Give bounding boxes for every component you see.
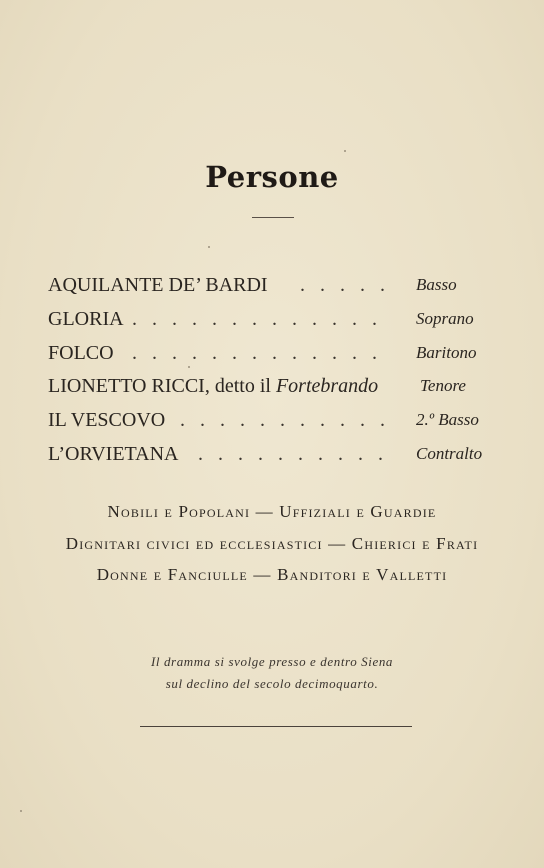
cast-row [48, 409, 498, 435]
leader-dots: . . . . . . . . . . [198, 443, 388, 465]
character-name: FOLCO [48, 342, 114, 364]
character-name: AQUILANTE DE’ BARDI [48, 274, 268, 296]
voice-type: Basso [416, 275, 457, 294]
chorus-line: Dignitari civici ed ecclesiastici — Chierici e Frati [65, 534, 479, 553]
paper-speck [208, 246, 210, 248]
voice-type: Contralto [416, 444, 483, 463]
setting-note: sul declino del secolo decimoquarto. [165, 676, 379, 691]
setting-note: Il dramma si svolge presso e dentro Siena [150, 654, 394, 669]
cast-row [48, 274, 498, 300]
cast-row [48, 443, 498, 469]
voice-type: Soprano [416, 309, 474, 328]
character-name: L’ORVIETANA [48, 443, 179, 465]
voice-type: 2.º Basso [416, 410, 479, 429]
voice-type: Baritono [416, 343, 477, 362]
leader-dots: . . . . . . . . . . . . . [132, 342, 382, 364]
cast-row [48, 375, 498, 401]
leader-dots: . . . . . . . . . . . . . [132, 308, 382, 330]
page-title: Persone [205, 160, 339, 194]
character-name-text: LIONETTO RICCI, detto il [48, 375, 271, 397]
title-divider [252, 217, 294, 218]
character-name: IL VESCOVO [48, 409, 166, 431]
character-name: GLORIA [48, 308, 124, 330]
cast-row [48, 308, 498, 334]
leader-dots: . . . . . [300, 274, 390, 296]
paper-speck [20, 810, 22, 812]
character-name [48, 375, 378, 398]
chorus-line: Nobili e Popolani — Uffiziali e Guardie [107, 502, 437, 521]
paper-speck [188, 366, 190, 368]
voice-type: Tenore [420, 376, 466, 395]
leader-dots: . . . . . . . . . . . [180, 409, 390, 431]
paper-speck [344, 150, 346, 152]
bottom-divider [140, 726, 412, 727]
cast-row [48, 342, 498, 368]
chorus-line: Donne e Fanciulle — Banditori e Valletti [96, 565, 448, 584]
character-alias: Fortebrando [275, 375, 379, 397]
